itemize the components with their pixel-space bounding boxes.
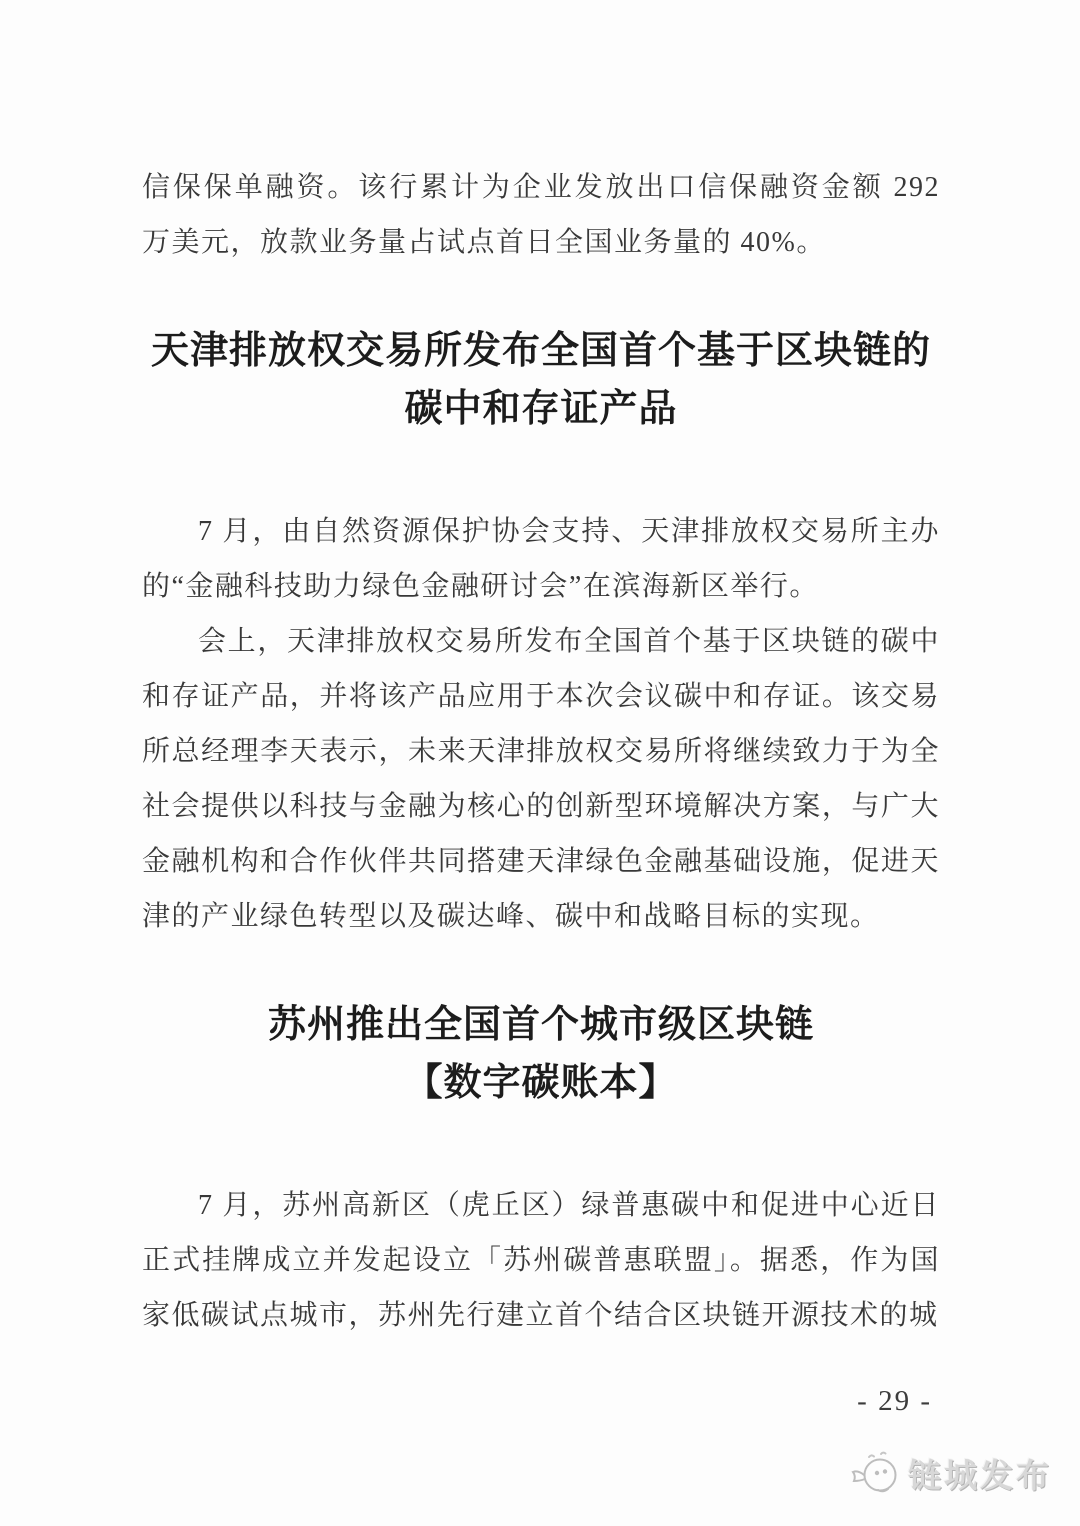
section1-paragraph-1: 7 月，由自然资源保护协会支持、天津排放权交易所主办的“金融科技助力绿色金融研讨会”在滨海新区举行。 — [142, 516, 940, 602]
section1-heading-line1: 天津排放权交易所发布全国首个基于区块链的 — [150, 330, 931, 372]
page-number: - 29 - — [857, 1385, 932, 1417]
section2-heading-line2: 【数字碳账本】 — [404, 1062, 678, 1104]
section2-heading-line1: 苏州推出全国首个城市级区块链 — [267, 1004, 814, 1046]
whale-mascot-icon — [850, 1448, 902, 1498]
section1-heading-line2: 碳中和存证产品 — [404, 388, 678, 430]
page-content — [142, 160, 940, 1343]
watermark-text: 链城发布 — [908, 1456, 1052, 1494]
section2-paragraph-1: 7 月，苏州高新区（虎丘区）绿普惠碳中和促进中心近日正式挂牌成立并发起设立「苏州碳普惠联盟」。据悉，作为国家低碳试点城市，苏州先行建立首个结合区块链开源技术的城 — [142, 1190, 940, 1331]
section2-heading — [142, 996, 940, 1112]
continuation-paragraph: 信保保单融资。该行累计为企业发放出口信保融资金额 292 万美元，放款业务量占试点首日全国业务量的 40%。 — [142, 172, 940, 258]
watermark — [850, 1448, 1052, 1498]
section1-heading — [142, 322, 940, 438]
section1-paragraph-2: 会上，天津排放权交易所发布全国首个基于区块链的碳中和存证产品，并将该产品应用于本次会议碳中和存证。该交易所总经理李天表示，未来天津排放权交易所将继续致力于为全社会提供以科技与金融为核心的创新型环境解决方案，与广大金融机构和合作伙伴共同搭建天津绿色金融基础设施，促进天津的产业绿色转型以及碳达峰、碳中和战略目标的实现。 — [142, 626, 940, 932]
